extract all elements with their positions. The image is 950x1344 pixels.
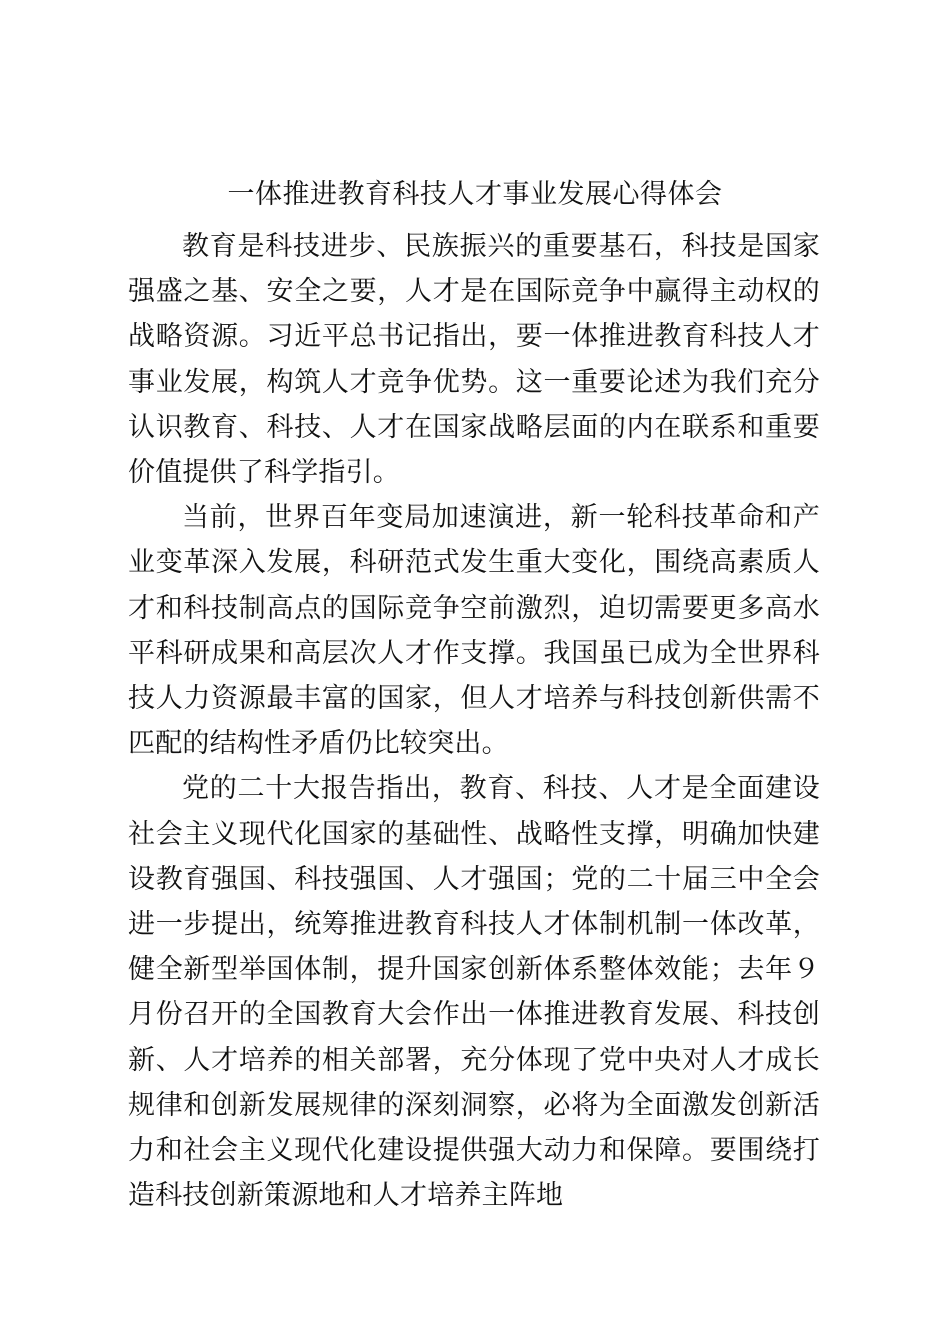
document-body: [128, 224, 820, 1218]
paragraph-2: 当前，世界百年变局加速演进，新一轮科技革命和产业变革深入发展，科研范式发生重大变化，围绕高素质人才和科技制高点的国际竞争空前激烈，迫切需要更多高水平科研成果和高层次人才作支撑。我国虽已成为全世界科技人力资源最丰富的国家，但人才培养与科技创新供需不匹配的结构性矛盾仍比较突出。: [128, 502, 820, 760]
paragraph-1: 教育是科技进步、民族振兴的重要基石，科技是国家强盛之基、安全之要，人才是在国际竞争中赢得主动权的战略资源。习近平总书记指出，要一体推进教育科技人才事业发展，构筑人才竞争优势。这一重要论述为我们充分认识教育、科技、人才在国家战略层面的内在联系和重要价值提供了科学指引。: [128, 231, 820, 489]
paragraph-3: 党的二十大报告指出，教育、科技、人才是全面建设社会主义现代化国家的基础性、战略性支撑，明确加快建设教育强国、科技强国、人才强国；党的二十届三中全会进一步提出，统筹推进教育科技人才体制机制一体改革，健全新型举国体制，提升国家创新体系整体效能；去年９月份召开的全国教育大会作出一体推进教育发展、科技创新、人才培养的相关部署，充分体现了党中央对人才成长规律和创新发展规律的深刻洞察，必将为全面激发创新活力和社会主义现代化建设提供强大动力和保障。要围绕打造科技创新策源地和人才培养主阵地: [128, 773, 820, 1212]
document-title: 一体推进教育科技人才事业发展心得体会: [227, 179, 723, 210]
